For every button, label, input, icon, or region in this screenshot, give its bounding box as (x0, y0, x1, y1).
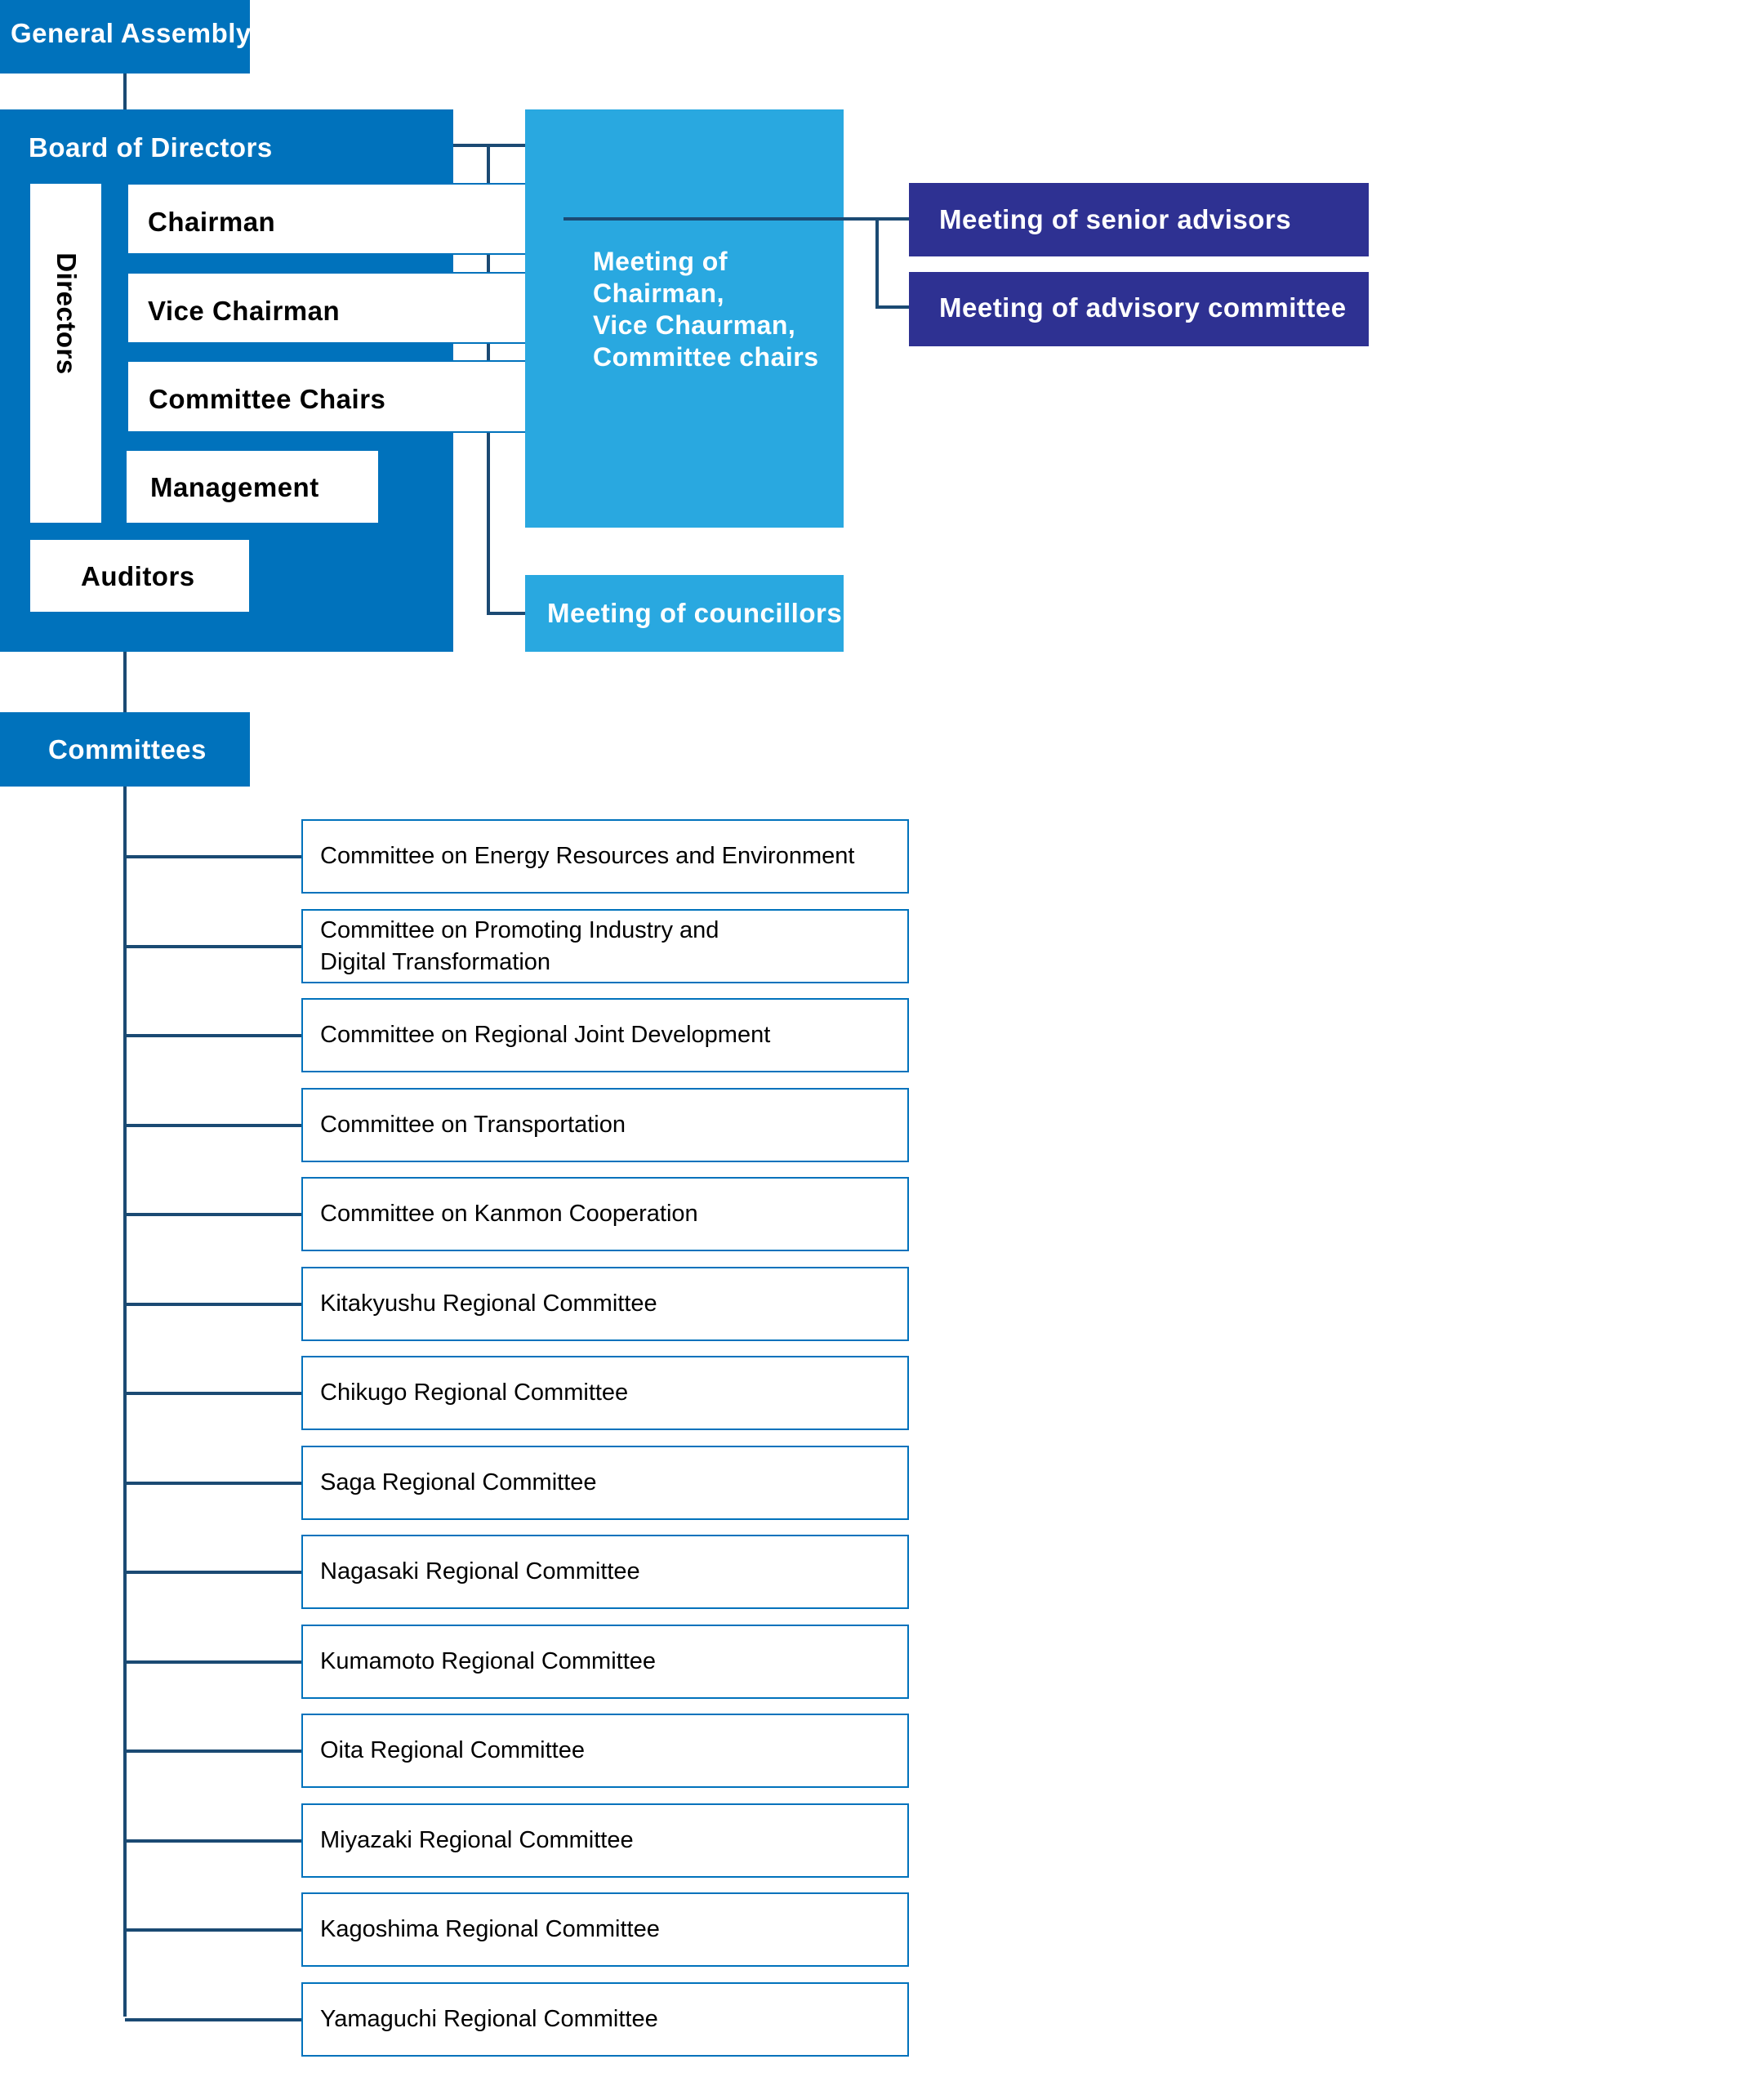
committee-item (301, 1356, 909, 1430)
connector-chairman-through (564, 217, 844, 221)
management-box (127, 451, 378, 523)
auditors-label: Auditors (81, 561, 195, 591)
committee-item-label: Committee on Transportation (320, 1112, 626, 1138)
directors-box (30, 184, 101, 523)
committee-branch-line (125, 1928, 301, 1932)
committee-branch-line (125, 1839, 301, 1843)
vice-chairman-label: Vice Chairman (148, 296, 341, 326)
committee-item (301, 1177, 909, 1251)
committee-chairs-label: Committee Chairs (149, 384, 386, 414)
committee-item-label: Saga Regional Committee (320, 1469, 597, 1495)
connector-advisors-vertical (875, 217, 879, 309)
committee-branch-line (125, 855, 301, 858)
meeting-advisory-committee-box (909, 272, 1369, 346)
meeting-chairs-box (525, 109, 844, 528)
committee-item-label: Kumamoto Regional Committee (320, 1648, 657, 1674)
committee-branch-line (125, 1034, 301, 1037)
committee-item (301, 1267, 909, 1341)
connector-board-committees (123, 650, 127, 714)
committee-item-label: Kagoshima Regional Committee (320, 1916, 660, 1942)
committees-box (0, 712, 250, 787)
meeting-senior-advisors-box (909, 183, 1369, 256)
chairman-box (127, 183, 565, 255)
committee-item-label: Committee on Energy Resources and Environment (320, 843, 855, 869)
committee-item (301, 1625, 909, 1699)
committee-item (301, 1982, 909, 2057)
committee-item-label: Chikugo Regional Committee (320, 1380, 629, 1406)
connector-committees-trunk (123, 784, 127, 2017)
committee-item (301, 1803, 909, 1878)
committee-item (301, 909, 909, 983)
committee-branch-line (125, 1749, 301, 1753)
committee-item (301, 1714, 909, 1788)
committee-item (301, 998, 909, 1072)
board-of-directors-label: Board of Directors (29, 132, 273, 163)
committee-branch-line (125, 1482, 301, 1485)
committee-branch-line (125, 945, 301, 948)
committee-item (301, 1446, 909, 1520)
connector-councillors (487, 612, 525, 615)
auditors-box (30, 540, 249, 612)
meeting-advisory-committee-label: Meeting of advisory committee (939, 292, 1347, 323)
meeting-senior-advisors-label: Meeting of senior advisors (939, 204, 1292, 234)
committee-item (301, 1535, 909, 1609)
general-assembly-label: General Assembly (11, 18, 252, 48)
committee-chairs-box (127, 360, 565, 433)
meeting-chairs-label: Meeting of Chairman, Vice Chaurman, Committee chairs (593, 247, 819, 372)
committee-branch-line (125, 1303, 301, 1306)
committee-item-label: Miyazaki Regional Committee (320, 1827, 634, 1853)
general-assembly-box (0, 0, 250, 74)
committee-item-label: Committee on Promoting Industry and Digital Transformation (320, 916, 719, 975)
committee-item-label: Committee on Regional Joint Development (320, 1022, 771, 1048)
meeting-councillors-label: Meeting of councillors (547, 598, 843, 628)
directors-label: Directors (51, 252, 82, 375)
management-label: Management (150, 472, 319, 502)
committee-branch-line (125, 1392, 301, 1395)
connector-advisory (875, 305, 909, 309)
connector-gap-2 (487, 343, 490, 361)
committee-item (301, 1892, 909, 1967)
committee-item-label: Kitakyushu Regional Committee (320, 1290, 657, 1317)
committee-item (301, 819, 909, 894)
committee-item (301, 1088, 909, 1162)
committee-item-label: Yamaguchi Regional Committee (320, 2006, 658, 2032)
committees-label: Committees (48, 734, 207, 764)
meeting-councillors-box (525, 575, 844, 652)
committee-branch-line (125, 1660, 301, 1664)
committee-branch-line (125, 1213, 301, 1216)
committee-branch-line (125, 2018, 301, 2021)
connector-ga-board (123, 74, 127, 111)
committee-item-label: Nagasaki Regional Committee (320, 1558, 640, 1585)
committee-item-label: Committee on Kanmon Cooperation (320, 1201, 698, 1227)
connector-gap-1 (487, 255, 490, 273)
committee-branch-line (125, 1124, 301, 1127)
committee-item-label: Oita Regional Committee (320, 1737, 585, 1763)
committee-branch-line (125, 1571, 301, 1574)
vice-chairman-box (127, 272, 565, 344)
chairman-label: Chairman (148, 207, 276, 237)
